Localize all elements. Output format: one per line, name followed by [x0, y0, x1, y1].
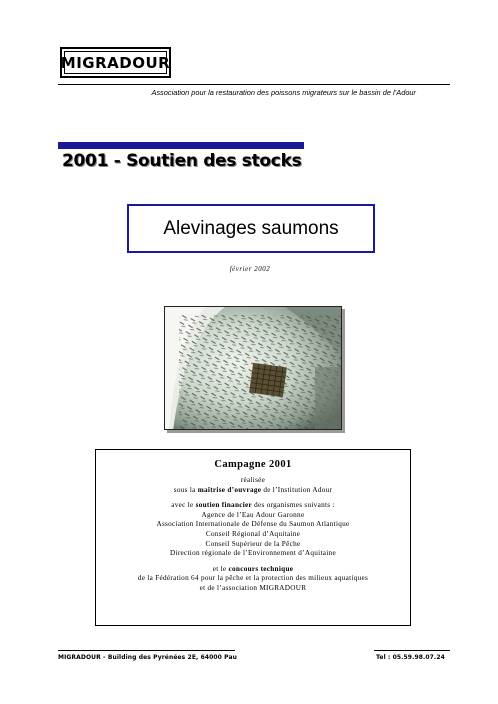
maitrise-ouvrage-line: [96, 486, 410, 496]
footer-divider-right: [374, 650, 450, 651]
concours-technique-line: [96, 565, 410, 575]
footer-address: MIGRADOUR - Building des Pyrénées 2E, 64000 Pau: [58, 654, 238, 661]
document-date: février 2002: [229, 266, 271, 273]
footer-divider-left: [58, 650, 235, 651]
organisme-item: Association Internationale de Défense du Saumon Atlantique: [156, 520, 350, 529]
organisme-item: Conseil Régional d’Aquitaine: [205, 529, 301, 538]
document-title: Alevinages saumons: [163, 217, 339, 239]
financier-prefix: avec le: [171, 501, 196, 510]
section-accent-bar: [58, 142, 304, 149]
logo-text: MIGRADOUR: [64, 51, 167, 74]
technique-line-2: et de l’association MIGRADOUR: [199, 583, 307, 592]
campaign-info-box: [95, 449, 411, 626]
migradour-logo: [60, 47, 171, 78]
footer-phone: Tel : 05.59.98.07.24: [376, 654, 445, 661]
organisme-item: Agence de l’Eau Adour Garonne: [201, 510, 305, 519]
association-tagline: Association pour la restauration des poissons migrateurs sur le bassin de l’Adour: [151, 88, 416, 97]
financier-suffix: des organismes suivants :: [252, 501, 335, 510]
technique-prefix: et le: [212, 564, 229, 573]
organisme-item: Direction régionale de l’Environnement d’Aquitaine: [170, 549, 336, 558]
technique-line-1: de la Fédération 64 pour la pêche et la protection des milieux aquatiques: [137, 574, 369, 583]
salmon-fry-basin-image: [165, 307, 342, 430]
organisme-item: Conseil Supérieur de la Pêche: [205, 539, 301, 548]
section-title: 2001 - Soutien des stocks: [62, 151, 302, 171]
financier-bold: soutien financier: [195, 501, 253, 510]
maitrise-bold: maîtrise d’ouvrage: [197, 485, 262, 494]
technique-bold: concours technique: [228, 564, 294, 573]
hatchery-photo-frame: [164, 306, 342, 430]
realisee-line: réalisée: [240, 476, 266, 484]
document-title-box: [127, 204, 375, 253]
maitrise-suffix: de l’Institution Adour: [261, 485, 333, 494]
soutien-financier-line: [96, 501, 410, 511]
hatchery-photo: [164, 306, 342, 430]
campaign-heading: Campagne 2001: [214, 459, 292, 470]
maitrise-prefix: sous la: [173, 485, 198, 494]
header-divider: [58, 84, 450, 85]
